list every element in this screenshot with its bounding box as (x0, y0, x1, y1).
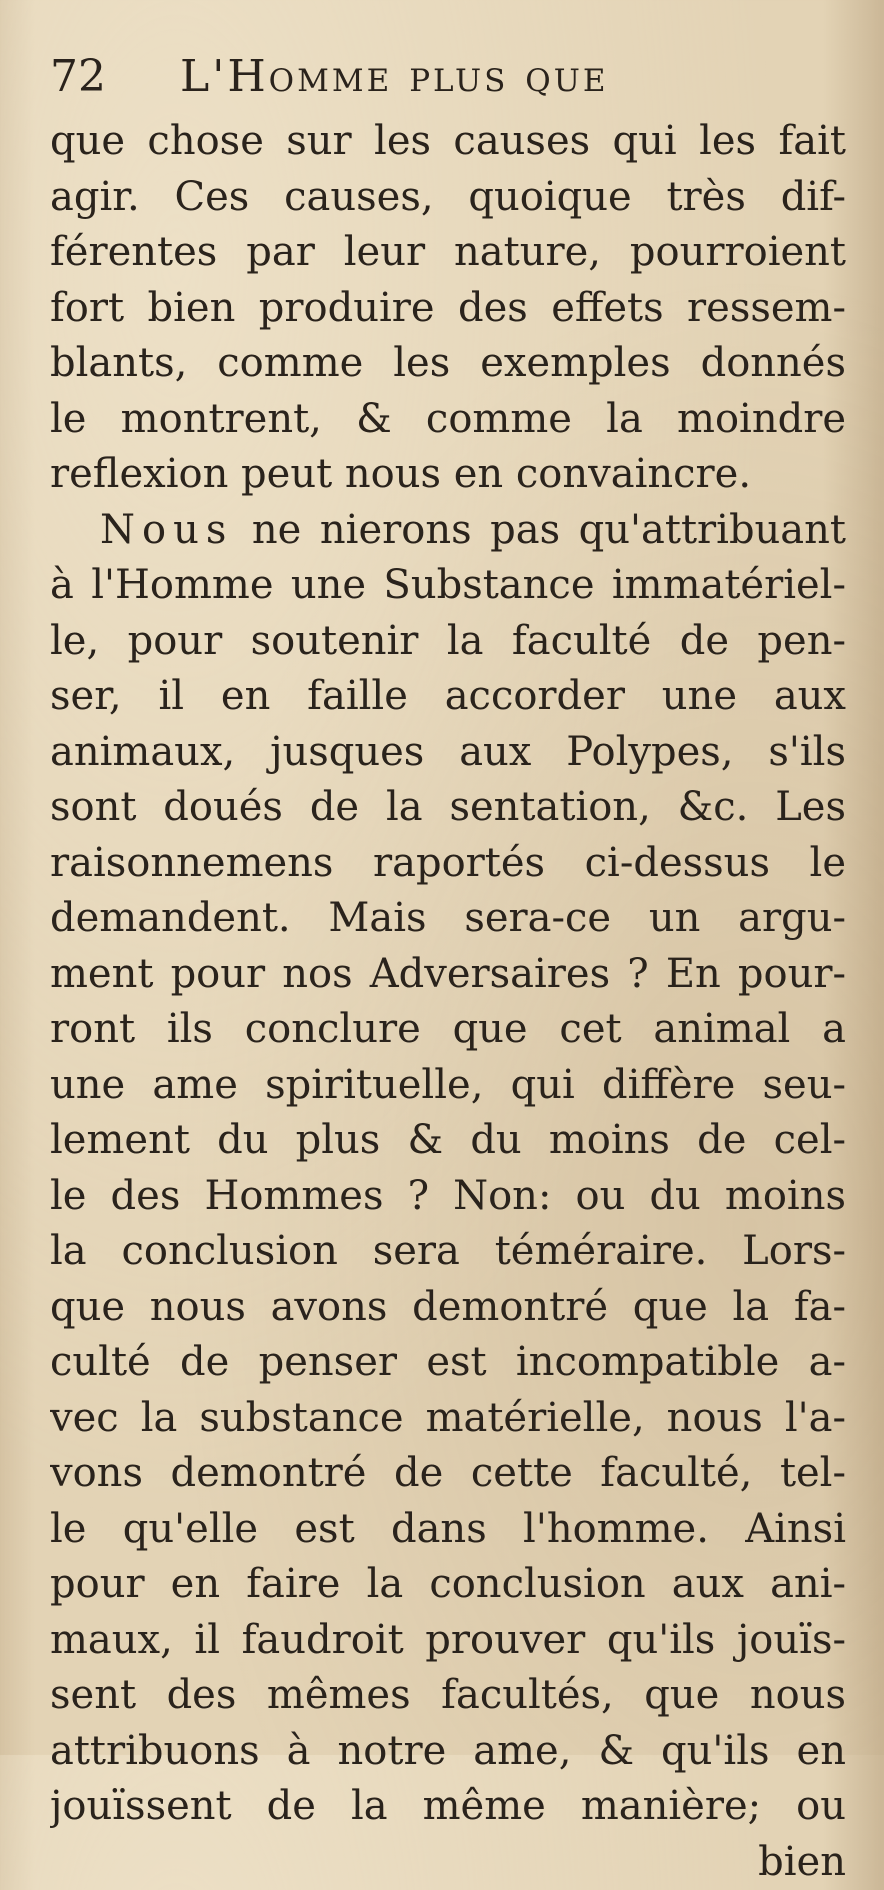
lead-word: Nous (100, 507, 233, 553)
text-line: le qu'elle est dans l'homme. Ainsi (50, 1502, 846, 1558)
text-line: reflexion peut nous en convaincre. (50, 447, 846, 503)
text-line: lement du plus & du moins de cel- (50, 1113, 846, 1169)
text-line: sont doués de la sentation, &c. Les (50, 780, 846, 836)
text-line: que nous avons demontré que la fa- (50, 1280, 846, 1336)
text-line: vec la substance matérielle, nous l'a- (50, 1391, 846, 1447)
paragraph-2 (50, 503, 850, 1835)
running-head (50, 40, 850, 114)
text-line: le montrent, & comme la moindre (50, 392, 846, 448)
text-line: pour en faire la conclusion aux ani- (50, 1557, 846, 1613)
text-line: attribuons à notre ame, & qu'ils en (50, 1724, 846, 1780)
text-line: blants, comme les exemples donnés (50, 336, 846, 392)
text-line: fort bien produire des effets ressem- (50, 281, 846, 337)
text-line: demandent. Mais sera-ce un argu- (50, 891, 846, 947)
text-line: animaux, jusques aux Polypes, s'ils (50, 725, 846, 781)
text-line: jouïssent de la même manière; ou (50, 1779, 846, 1835)
text-line: agir. Ces causes, quoique très dif- (50, 170, 846, 226)
text-line: culté de penser est incompatible a- (50, 1335, 846, 1391)
text-line: ser, il en faille accorder une aux (50, 669, 846, 725)
paragraph-first-line (50, 503, 846, 559)
text-line: maux, il faudroit prouver qu'ils jouïs- (50, 1613, 846, 1669)
text-line: le, pour soutenir la faculté de pen- (50, 614, 846, 670)
text-line: férentes par leur nature, pourroient (50, 225, 846, 281)
catchword: bien (50, 1835, 846, 1890)
text-line: la conclusion sera téméraire. Lors- (50, 1224, 846, 1280)
text-line: sent des mêmes facultés, que nous (50, 1668, 846, 1724)
text-line: vons demontré de cette faculté, tel- (50, 1446, 846, 1502)
running-title: L'Homme plus que (180, 40, 608, 114)
text-line: une ame spirituelle, qui diffère seu- (50, 1058, 846, 1114)
text-line: ment pour nos Adversaires ? En pour- (50, 947, 846, 1003)
text-line: ront ils conclure que cet animal a (50, 1002, 846, 1058)
text-line: que chose sur les causes qui les fait (50, 114, 846, 170)
page-number: 72 (50, 40, 106, 114)
text-line: raisonnemens raportés ci-dessus le (50, 836, 846, 892)
paragraph-1 (50, 114, 850, 503)
first-line-text: ne nierons pas qu'attribuant (233, 507, 846, 553)
text-line: à l'Homme une Substance immatériel- (50, 558, 846, 614)
text-line: le des Hommes ? Non: ou du moins (50, 1169, 846, 1225)
